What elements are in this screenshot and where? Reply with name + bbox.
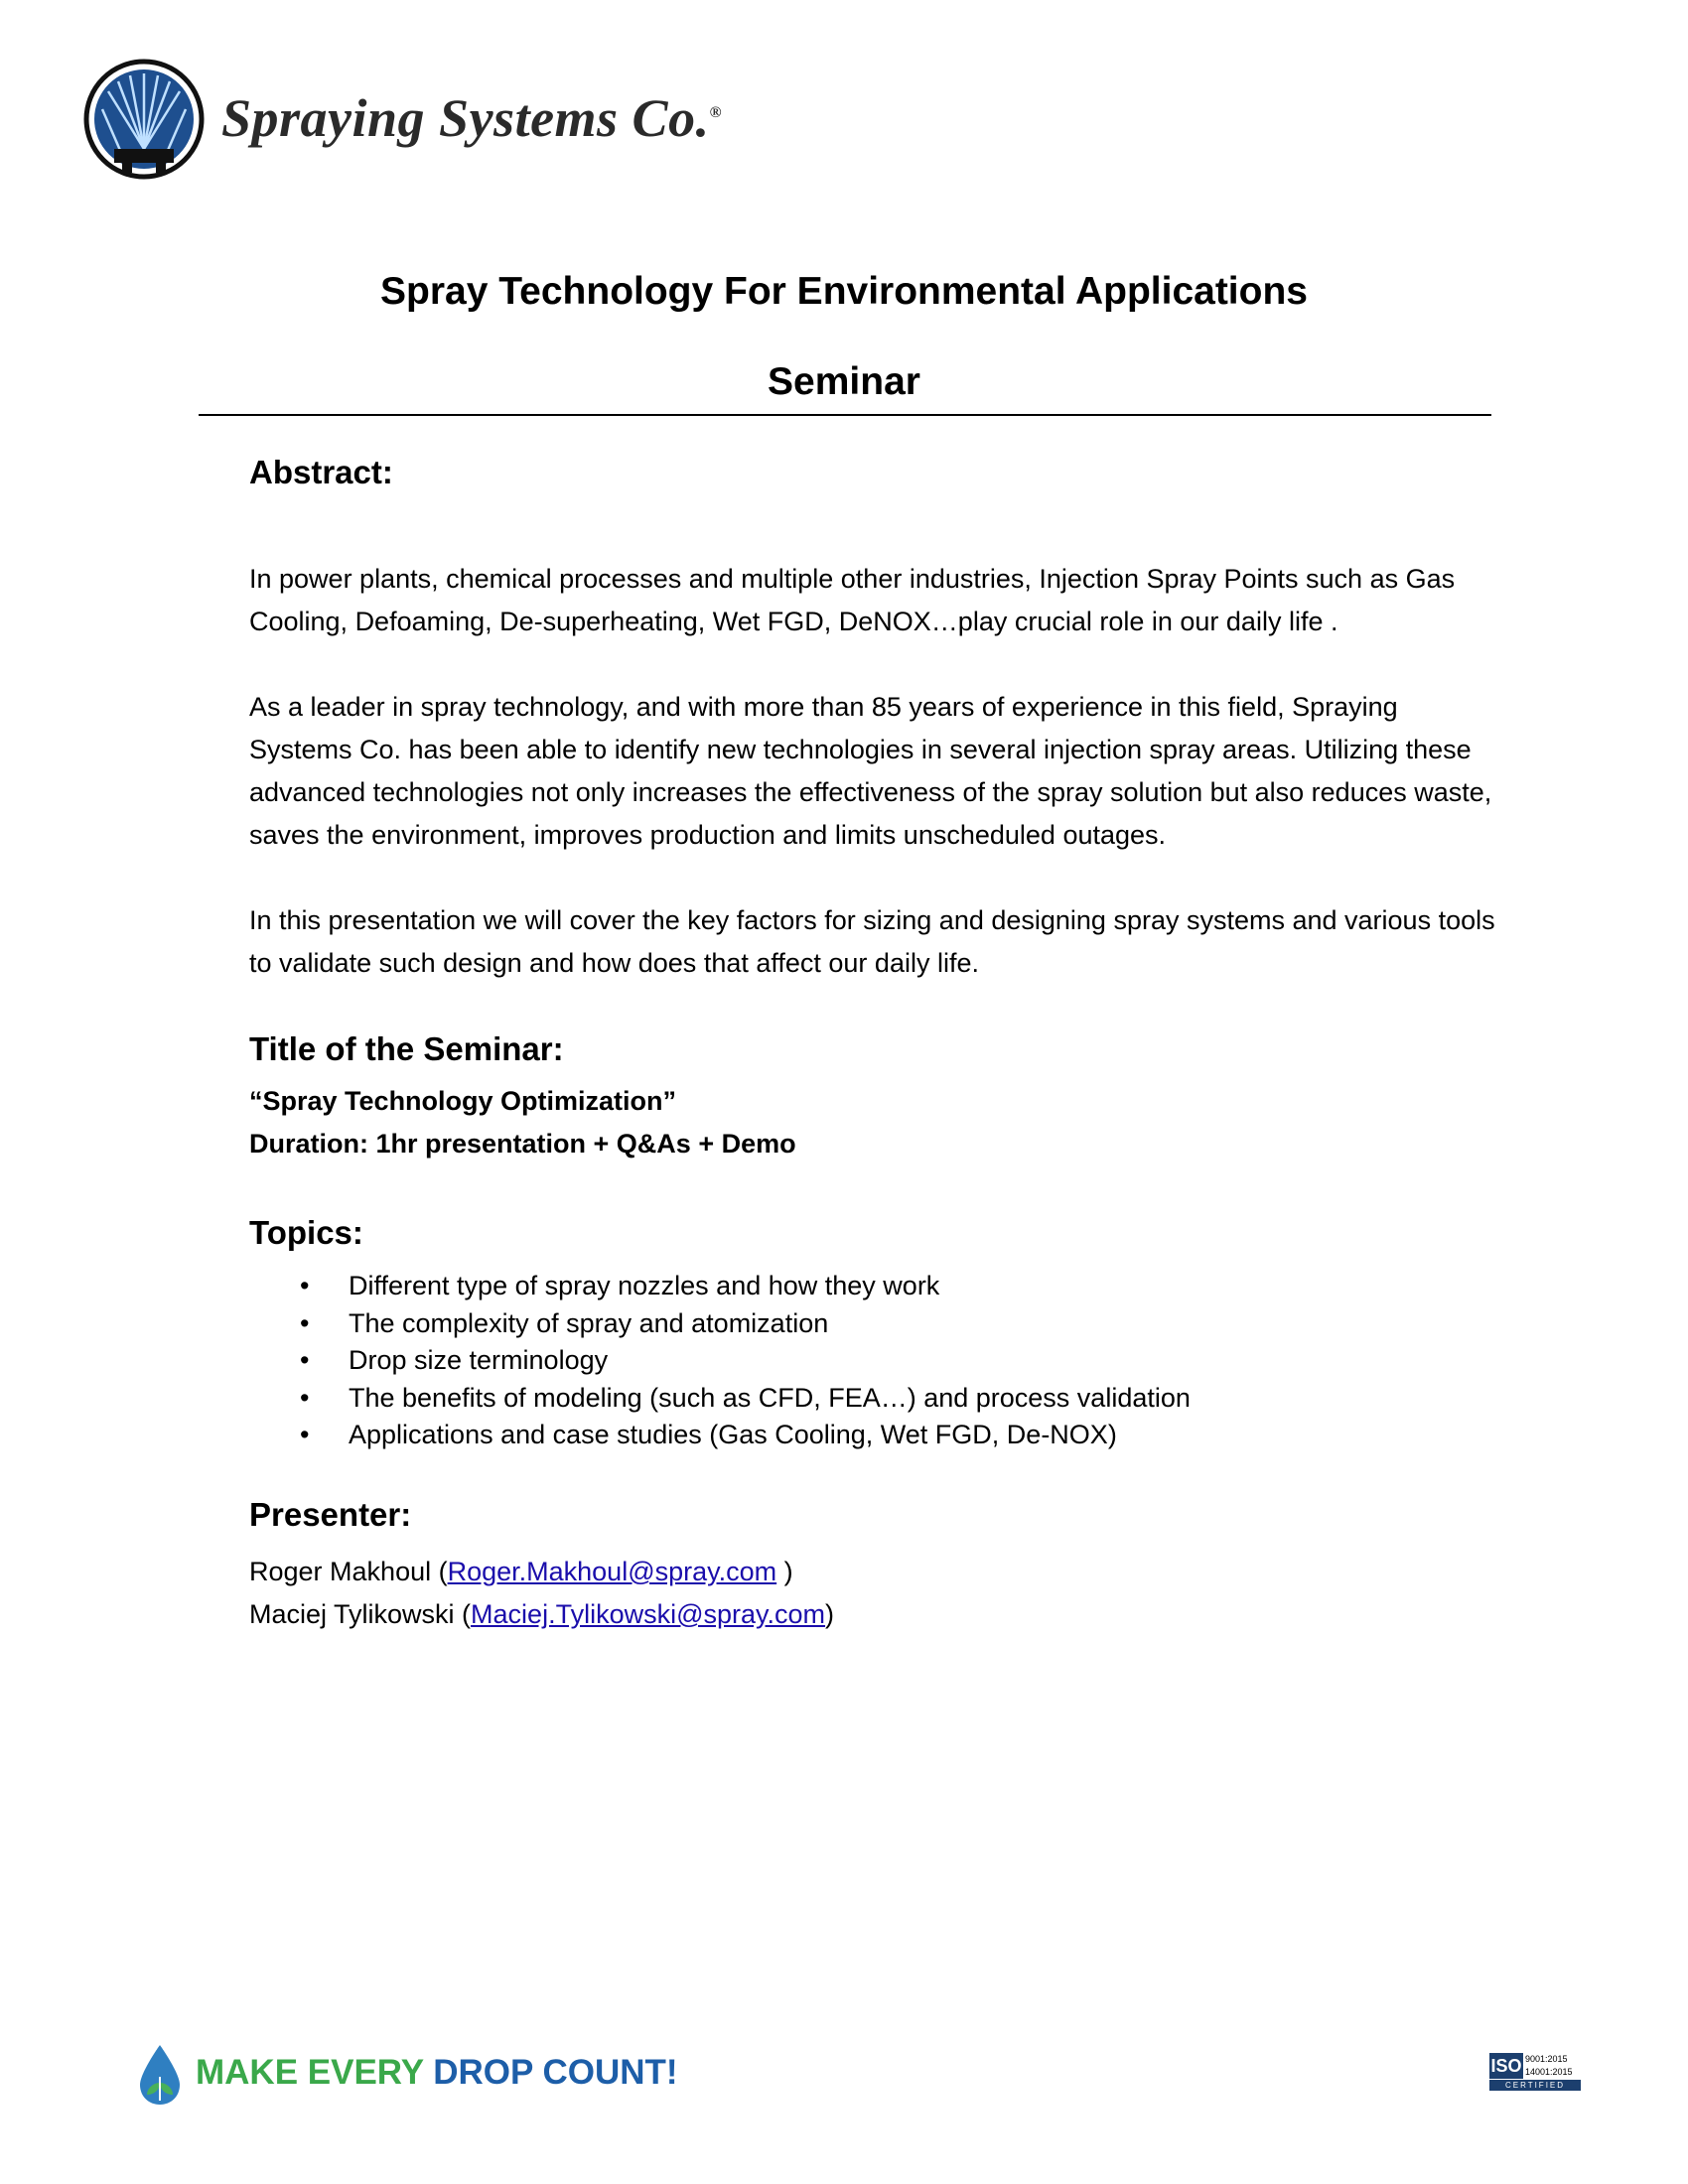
water-drop-icon bbox=[136, 2043, 184, 2107]
abstract-paragraph-3: In this presentation we will cover the key factors for sizing and designing spray systems and various tools to validate such design and how does that affect our daily life. bbox=[249, 905, 1495, 978]
presenter-1 bbox=[249, 1551, 793, 1593]
presenter-suffix: ) bbox=[825, 1599, 835, 1629]
iso-certified-label: CERTIFIED bbox=[1489, 2080, 1581, 2091]
iso-standard-2: 14001:2015 bbox=[1525, 2067, 1573, 2077]
bullet: • bbox=[300, 1345, 310, 1375]
spray-emblem-icon bbox=[82, 58, 206, 181]
presenter-name: Roger Makhoul ( bbox=[249, 1557, 448, 1586]
topic-text: The complexity of spray and atomization bbox=[349, 1307, 829, 1338]
bullet: • bbox=[300, 1271, 310, 1300]
topic-text: Drop size terminology bbox=[349, 1345, 609, 1375]
presenter-heading: Presenter: bbox=[249, 1496, 412, 1533]
seminar-duration: Duration: 1hr presentation + Q&As + Demo bbox=[249, 1129, 796, 1159]
page-subtitle: Seminar bbox=[768, 360, 920, 403]
iso-certification-badge bbox=[1489, 2053, 1581, 2091]
presenter-suffix: ) bbox=[776, 1557, 793, 1586]
company-logo bbox=[82, 58, 837, 187]
seminar-heading: Title of the Seminar: bbox=[249, 1030, 564, 1067]
topics-heading: Topics: bbox=[249, 1214, 363, 1251]
slogan-make: MAKE EVERY bbox=[196, 2053, 434, 2092]
seminar-name: “Spray Technology Optimization” bbox=[249, 1086, 677, 1116]
slogan-drop: DROP COUNT! bbox=[433, 2053, 678, 2092]
iso-standards bbox=[1525, 2053, 1573, 2079]
page-title: Spray Technology For Environmental Applications bbox=[380, 270, 1308, 313]
topic-text: Different type of spray nozzles and how they work bbox=[349, 1271, 940, 1300]
abstract-heading: Abstract: bbox=[249, 454, 393, 490]
registered-mark: ® bbox=[709, 104, 723, 121]
presenter-email-link[interactable]: Roger.Makhoul@spray.com bbox=[447, 1557, 777, 1586]
iso-standard-1: 9001:2015 bbox=[1525, 2054, 1568, 2064]
presenter-name: Maciej Tylikowski ( bbox=[249, 1599, 472, 1629]
topic-text: Applications and case studies (Gas Cooling, Wet FGD, De-NOX) bbox=[349, 1420, 1117, 1449]
abstract-paragraph-1: In power plants, chemical processes and multiple other industries, Injection Spray Points such as Gas Cooling, Defoaming, De-superheating, Wet FGD, DeNOX…play crucial role in our daily life . bbox=[249, 564, 1456, 636]
bullet: • bbox=[300, 1382, 310, 1413]
bullet: • bbox=[300, 1307, 310, 1338]
abstract-paragraph-2: As a leader in spray technology, and with more than 85 years of experience in this field, Spraying Systems Co. has been able to identify new technologies in several injection spray areas. Utilizing these advanced technologies not only increases the effectiveness of the spray solution but also reduces waste, saves the environment, improves production and limits unscheduled outages. bbox=[249, 692, 1492, 850]
topic-text: The benefits of modeling (such as CFD, FEA…) and process validation bbox=[349, 1382, 1191, 1413]
iso-label: ISO bbox=[1489, 2053, 1523, 2079]
company-name: Spraying Systems Co.® bbox=[221, 88, 723, 148]
bullet: • bbox=[300, 1420, 310, 1449]
presenter-2 bbox=[249, 1593, 834, 1636]
presenter-email-link[interactable]: Maciej.Tylikowski@spray.com bbox=[471, 1599, 826, 1629]
title-divider bbox=[199, 414, 1491, 416]
